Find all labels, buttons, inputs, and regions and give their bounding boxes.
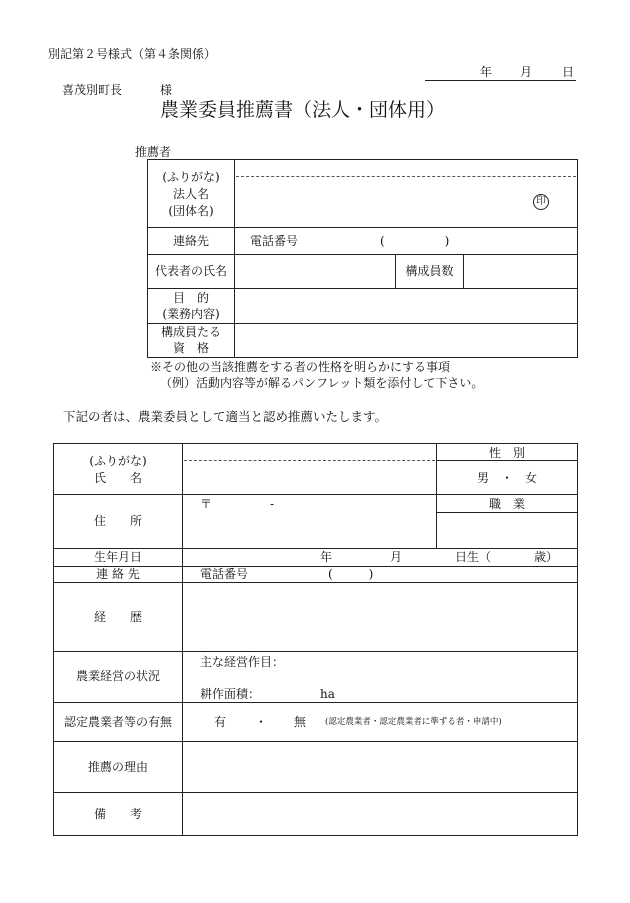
qualification-label-2: 資 格 (172, 341, 209, 355)
date-year-label: 年 (480, 65, 493, 79)
career-field[interactable] (184, 584, 576, 650)
recommendation-reason-label: 推薦の理由 (87, 760, 148, 774)
cultivated-area-field[interactable] (266, 680, 318, 701)
seal-mark: 印 (533, 194, 549, 210)
business-content-label: (業務内容) (162, 307, 220, 321)
page-title: 農業委員推薦書（法人・団体用） (160, 99, 446, 121)
birth-year-label: 年 (320, 550, 333, 564)
date-underline (425, 80, 576, 81)
addressee: 喜茂別町長 (62, 83, 123, 97)
representative-field[interactable] (236, 256, 394, 287)
representative-label: 代表者の氏名 (154, 264, 227, 278)
recommender-phone-paren: ( ) (380, 234, 450, 248)
remarks-label: 備 考 (93, 807, 142, 821)
candidate-furigana-label: (ふりがな) (89, 454, 147, 468)
remarks-field[interactable] (184, 794, 576, 834)
candidate-phone-field[interactable] (260, 567, 576, 581)
certified-yes-option[interactable]: 有 (214, 715, 227, 729)
recommender-section-label: 推薦者 (135, 145, 172, 159)
recommendation-reason-field[interactable] (184, 743, 576, 791)
recommender-furigana-label: (ふりがな) (162, 170, 220, 184)
gender-label: 性 別 (488, 446, 525, 460)
area-unit: ha (320, 687, 335, 701)
purpose-field[interactable] (236, 290, 576, 322)
occupation-label: 職 業 (488, 497, 525, 511)
address-field[interactable] (184, 496, 435, 547)
address-label: 住 所 (93, 514, 142, 528)
occupation-field[interactable] (438, 514, 576, 547)
addressee-suffix: 様 (160, 83, 173, 97)
recommender-name-field[interactable] (236, 178, 526, 226)
gender-options[interactable]: 男 ・ 女 (476, 471, 537, 485)
birthdate-field[interactable] (184, 549, 576, 565)
date-day-label: 日 (562, 65, 575, 79)
note-line-2: （例）活動内容等が解るパンフレット類を添付して下さい。 (160, 376, 484, 390)
candidate-contact-label: 連 絡 先 (96, 567, 140, 581)
candidate-name-label: 氏 名 (93, 471, 142, 485)
birthdate-label: 生年月日 (93, 550, 142, 564)
recommender-contact-label: 連絡先 (172, 234, 209, 248)
qualification-field[interactable] (236, 325, 576, 356)
date-month-label: 月 (520, 65, 533, 79)
birth-day-label: 日生（ (455, 550, 492, 564)
members-count-label: 構成員数 (405, 264, 454, 278)
members-count-field[interactable] (465, 256, 576, 287)
purpose-label: 目 的 (172, 291, 209, 305)
certified-note: (認定農業者・認定農業者に準ずる者・申請中) (325, 717, 502, 727)
cultivated-area-label: 耕作面積： (200, 687, 261, 701)
candidate-name-field[interactable] (184, 462, 435, 493)
birth-month-label: 月 (390, 550, 403, 564)
recommender-name-label: 法人名 (172, 187, 209, 201)
form-number: 別記第２号様式（第４条関係） (48, 47, 217, 61)
qualification-label: 構成員たる (160, 325, 221, 339)
certified-separator: ・ (255, 715, 268, 729)
recommender-phone-field[interactable] (310, 229, 575, 253)
career-label: 経 歴 (93, 610, 142, 624)
postal-dash: - (270, 497, 275, 511)
age-suffix: 歳） (534, 550, 559, 564)
farm-status-label: 農業経営の状況 (75, 669, 160, 683)
recommender-phone-label: 電話番号 (250, 234, 299, 248)
main-crop-label: 主な経営作目： (200, 655, 285, 669)
certified-no-option[interactable]: 無 (294, 715, 307, 729)
candidate-phone-paren: ( ) (328, 567, 374, 581)
main-crop-field[interactable] (290, 653, 576, 675)
recommender-org-label: (団体名) (168, 204, 214, 218)
certified-farmer-label: 認定農業者等の有無 (63, 715, 172, 729)
postal-mark: 〒 (200, 497, 213, 511)
note-line-1: ※その他の当該推薦をする者の性格を明らかにする事項 (150, 360, 451, 374)
candidate-phone-label: 電話番号 (200, 567, 249, 581)
recommendation-statement: 下記の者は、農業委員として適当と認め推薦いたします。 (63, 409, 388, 424)
